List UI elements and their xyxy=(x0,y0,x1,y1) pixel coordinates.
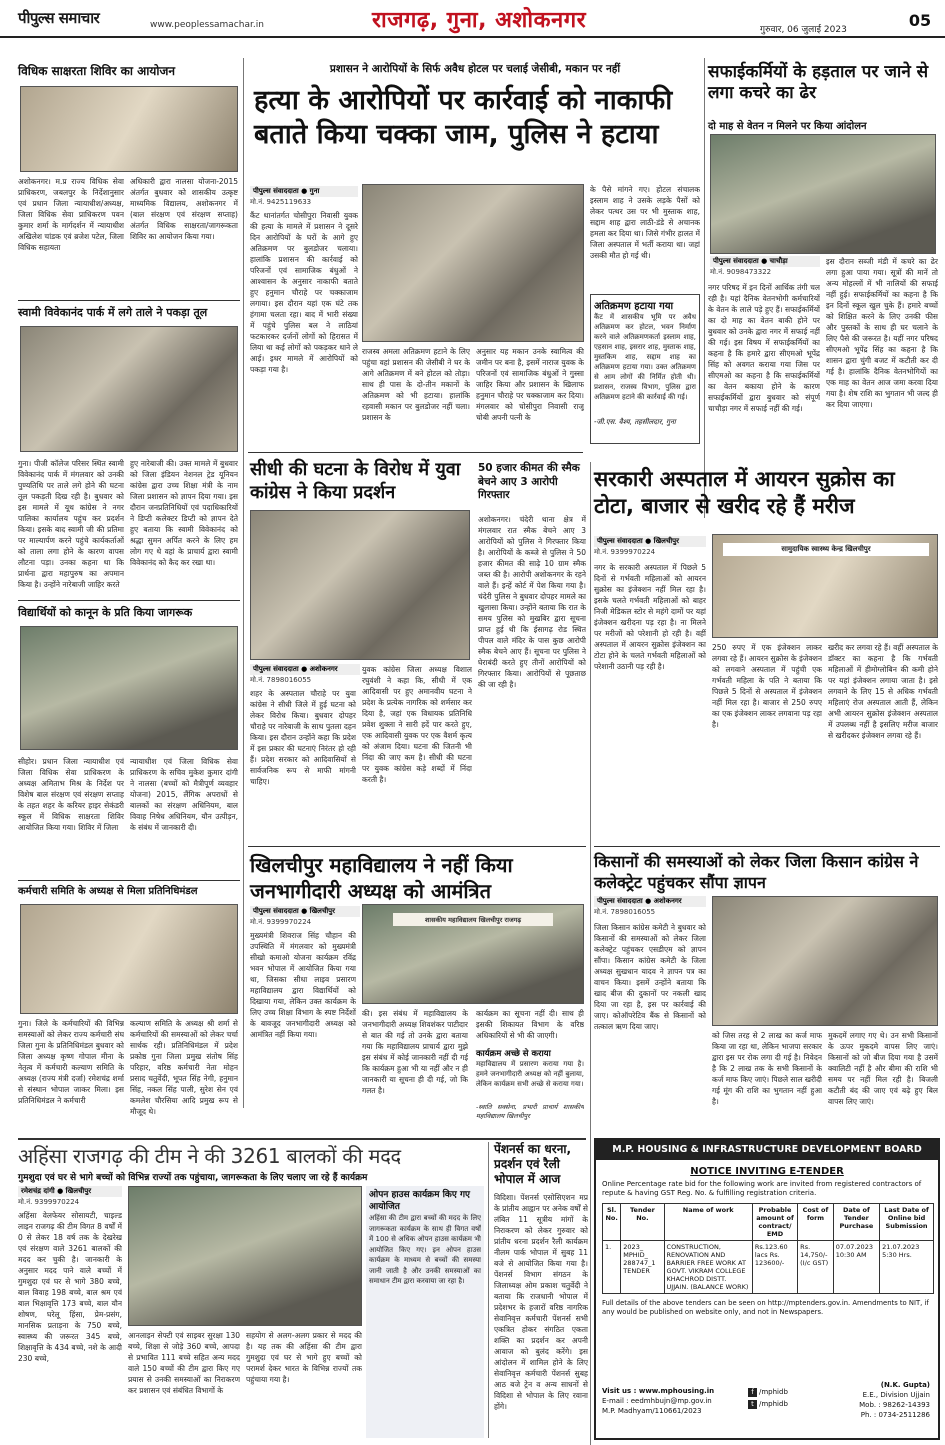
headline-college[interactable]: खिलचीपुर महाविद्यालय ने नहीं किया जनभागीदारी अध्यक्ष को आमंत्रित xyxy=(250,853,513,903)
quote-college-author: -स्वाति सक्सेना, प्रभारी प्राचार्य शासकीय महाविद्यालय खिलचीपुर xyxy=(476,1103,584,1120)
sidebox-lead-body: कैंट में शासकीय भूमि पर अवैध अतिक्रमण कर होटल, भवन निर्माण करने वाले अतिक्रमणकर्ता इस्लाम शाह, एहसान शाह, इसरार शाह, मुस्ताक शाह, मुस्तकिम शाह, सद्दाम शाह का अतिक्रमण हटाया गया। उक्त अतिक्रमण से आम लोगों की निर्मित होती थी। प्रशासन, राजस्व विभाग, पुलिस द्वारा अतिक्रमण हटाने की कार्रवाई की गई। xyxy=(594,313,696,401)
tender-row xyxy=(603,1241,934,1294)
college-signboard: शासकीय महाविद्यालय खिलचीपुर राजगढ़ xyxy=(393,913,553,926)
subhead-safai: दो माह से वेतन न मिलने पर किया आंदोलन xyxy=(708,121,867,132)
body-vidhik-left: अशोकनगर। म.प्र राज्य विधिक सेवा प्राधिकरण, जबलपुर के निर्देशानुसार एवं प्रधान जिला न्यायाधीश/अध्यक्ष, जिला विधिक सेवा प्राधिकरण पवन कुमार शर्मा के मार्गदर्शन में न्यायाधीश अखिलेश चांडक एवं ब्रजेश पटेल, जिला विधिक सहायता xyxy=(18,177,124,252)
body-ahimsa-col1: अहिंसा वेलफेयर सोसायटी, चाइल्ड लाइन राजगढ़ की टीम विगत 8 वर्षों में 0 से लेकर 18 वर्ष तक के देखरेख एवं संरक्षण वाले 3261 बालकों की मदद कर चुकी है। जानकारी के अनुसार मदद पाने वाले बच्चों में गुमशुदा एवं घर से भागे 380 बच्चे, बाल विवाह 198 बच्चे, बाल श्रम एवं बाल भिक्षावृत्ति 173 बच्चे, बाल यौन शोषण, घरेलू हिंसा, प्रेम-प्रसंग, मानसिक प्रताड़ना के 750 बच्चे, स्वास्थ्य की जरूरत 345 बच्चे, शिक्षावृत्ति के 434 बच्चे, नशे के आदी 230 बच्चे, xyxy=(18,1211,122,1363)
tender-intro: Online Percentage rate bid for the following work are invited from registered contractors of repute & having GST Reg. No. & fulfilling registration criteria. xyxy=(602,1180,922,1197)
sidebox-lead-heading: अतिक्रमण हटाया गया xyxy=(594,301,674,312)
body-kisan-col1: जिला किसान कांग्रेस कमेटी ने बुधवार को किसानों की समस्याओं को लेकर जिला कलेक्ट्रेट पहुंचकर एसडीएम को ज्ञापन सौंपा। किसान कांग्रेस कमेटी के जिला अध्यक्ष सुखधान यादव ने ज्ञापन पत्र का वाचन किया। इसमें उन्होंने बताया कि खाद बीज की दुकानों पर नकली खाद दिया जा रहा है, इस पर कार्रवाई की जाए। कोऑपरेटिव बैंक से किसानों को तत्काल ऋण दिया जाए। xyxy=(594,923,706,1031)
tender-phone: Ph. : 0734-2511286 xyxy=(860,1411,930,1419)
body-lead-col1: कैंट थानांतर्गत चोसीपुरा निवासी युवक की हत्या के मामले में प्रशासन ने दूसरे दिन आरोपियों के घरों के आगे हुए अतिक्रमण पर बुलडोजर चलाया। हालांकि प्रशासन की कार्रवाई को परिजनों एवं सामाजिक बंधुओं ने आश्वासन के अनुसार नाकाफी बताते हुए हनुमान चौराहे पर चक्काजाम लगाया। इस दौरान यहां एक घंटे तक हंगामा चलता रहा। बाद में भारी संख्या में पहुंचे पुलिस बल ने लाठियां फटकारकर दर्जनों लोगों को हिरासत में लिया था कई लोगों को पकड़कर थाने ले आई। इधर मामले में आरोपियों को पकड़ा गया है। xyxy=(250,211,358,374)
sidebox-lead-author: -जी.एस. वैश्य, तहसीलदार, गुना xyxy=(594,418,676,426)
byline-college: पीपुल्स संवाददाता ● खिलचीपुर xyxy=(250,906,360,917)
column-divider xyxy=(704,58,705,518)
photo-lead-protest xyxy=(362,184,584,342)
body-college-col2: की। इस संबंध में महाविद्यालय के जनभागीदारी अध्यक्ष शिवशंकर पाटीदार से बात की गई तो उनके द्वारा बताया गया कि महाविद्यालय प्राचार्य द्वारा मुझे इस संबंध में कोई जानकारी नहीं दी गई कि कार्यक्रम हुआ भी या नहीं और न ही जानकारी या सूचना ही दी गई, जो कि गलत है। xyxy=(362,1009,468,1095)
tender-footer-note: Full details of the above tenders can be seen on http://mptenders.gov.in. Amendments to NIT, if any would be published on website only, and not in Newspapers. xyxy=(602,1299,929,1316)
tender-mobile: Mob. : 98262-14393 xyxy=(859,1401,930,1409)
newspaper-logo: पीपुल्स समाचार xyxy=(18,9,100,27)
tender-cell: CONSTRUCTION, RENOVATION AND BARRIER FREE WORK AT GOVT. VIKRAM COLLEGE KHACHROD DISTT. UJJAIN. (BALANCE WORK) xyxy=(664,1241,752,1294)
divider xyxy=(18,300,240,301)
tender-cell: 2023_ MPHID_ 288747_1 TENDER xyxy=(621,1241,664,1294)
column-divider xyxy=(590,462,591,1445)
body-iron-col2: 250 रुपए में एक इंजेक्शन लाकर लगवा रहे हैं। आयरन सुक्रोस के इंजेक्शन को लगवाने अस्पताल में पहुंची एक गर्भवती महिला के पति ने बताया कि पिछले 5 दिनों से अस्पताल में इंजेक्शन नहीं मिल रहा है। बाजार से 250 रुपए का एक इंजेक्शन लाकर लगवाना पड़ रहा है। xyxy=(712,643,822,729)
tender-cell: 07.07.2023 10:30 AM xyxy=(833,1241,879,1294)
byline-ahimsa: रमेशचंद्र दांगी ● खिलचीपुर xyxy=(18,1186,122,1197)
quote-college-body: महाविद्यालय में प्रसारण कराया गया है। हमने जनभागीदारी अध्यक्ष को नहीं बुलाया, लेकिन कार्यक्रम सभी अच्छे से कराया गया। xyxy=(476,1060,584,1088)
photo-garbage-heap xyxy=(710,134,936,254)
photo-ahimsa-team xyxy=(128,1186,362,1326)
sidebox-ahimsa-heading: ओपन हाउस कार्यक्रम किए गए आयोजित xyxy=(369,1190,470,1212)
divider xyxy=(18,1138,586,1140)
body-ahimsa-col3: सहयोग से अलग-अलग प्रकार से मदद की है। यह तक की अहिंसा की टीम द्वारा गुमशुदा एवं घर से भागे हुए बच्चों को परामर्श देकर भारत के विभिन्न राज्यों तक पहुंचाया गया है। xyxy=(246,1331,362,1384)
tender-ref: M.P. Madhyam/110661/2023 xyxy=(602,1407,702,1415)
facebook-icon: f xyxy=(748,1388,757,1397)
tender-signatory xyxy=(859,1380,930,1420)
tender-board-name: M.P. HOUSING & INFRASTRUCTURE DEVELOPMENT BOARD xyxy=(596,1140,938,1160)
divider xyxy=(248,452,583,453)
mobile-iron: मो.नं. 9399970224 xyxy=(594,548,656,556)
byline-lead: पीपुल्स संवाददाता ● गुना xyxy=(250,186,358,197)
column-divider xyxy=(488,1142,489,1438)
body-safai-left: नगर परिषद में इन दिनों आर्थिक तंगी चल रही है। यहां दैनिक वेतनभोगी कर्मचारियों के वेतन के लाले पड़े हुए हैं। सफाईकर्मियों का दो माह का वेतन बाकी होने पर बुधवार को उनके द्वारा नगर में सफाई नहीं की गई। इस विषय में सफाईकर्मियों का कहना है कि हमारे द्वारा सीएमओ भूपेंद्र सिंह को अवगत कराया गया जिस पर सीएमओ का कहना है कि सफाईकर्मियों का वेतन बकाया होने के कारण सफाईकर्मियों द्वारा बुधवार को संपूर्ण चाचौड़ा नगर में सफाई नहीं की गई। xyxy=(708,283,820,413)
tender-col-header: Sl. No. xyxy=(603,1204,621,1241)
section-title: राजगढ़, गुना, अशोकनगर xyxy=(372,8,587,33)
body-karmchari-left: गुना। जिले के कर्मचारियों की विभिन्न समस्याओं को लेकर राज्य कर्मचारी संघ जिला गुना के प्रतिनिधिमंडल बुधवार को जिला अध्यक्ष कृष्ण गोपाल मीना के नेतृत्व में कर्मचारी कल्याण समिति के अध्यक्ष (राज्य मंत्री दर्जा) रमेशचंद्र शर्मा से संस्थान भोपाल जाकर मिला। इस प्रतिनिधिमंडल ने कर्मचारी xyxy=(18,1019,124,1105)
body-college-col1: मुख्यमंत्री शिवराज सिंह चौहान की उपस्थिति में मंगलवार को मुख्यमंत्री सीखो कमाओ योजना कार्यक्रम रविंद्र भवन भोपाल में आयोजित किया गया था, जिसका सीधा लाइव प्रसारण महाविद्यालय द्वारा विद्यार्थियों को दिखाया गया, लेकिन उक्त कार्यक्रम के लिए उच्च शिक्षा विभाग के स्पष्ट निर्देशों के बावजूद जनभागीदारी अध्यक्ष को आमंत्रित नहीं किया गया। xyxy=(250,931,356,1039)
body-swami-left: गुना। पीजी कॉलेज परिसर स्थित स्वामी विवेकानंद पार्क में मंगलवार को उनकी पुण्यतिथि पर ताले लगे होने की घटना तूल पकड़ती दिख रही है। बुधवार को इस मामले में यूथ कांग्रेस ने नगर पालिका कार्यालय पहुंच कर प्रदर्शन किया। इसके बाद स्वामी जी की प्रतिमा पर माल्यार्पण करने पहुंचे कार्यकर्ताओं को ताला लगा होने के कारण वापस लौटना पड़ा। उनका कहना था कि प्रार्थना द्वारा महापुरुष का अपमान किया है। उन्होंने नारेबाजी जाहिर करते xyxy=(18,459,124,589)
page-header xyxy=(0,0,945,38)
twitter-icon: t xyxy=(748,1400,757,1409)
hospital-signboard: सामुदायिक स्वास्थ्य केन्द्र खिलचीपुर xyxy=(723,543,929,556)
tender-cell: Rs. 14,750/- (I/c GST) xyxy=(798,1241,834,1294)
headline-swami[interactable]: स्वामी विवेकानंद पार्क में लगे ताले ने पकड़ा तूल xyxy=(18,306,208,319)
headline-ahimsa[interactable]: अहिंसा राजगढ़ की टीम ने की 3261 बालकों की मदद xyxy=(18,1144,401,1168)
tender-facebook-handle[interactable]: /mphidb xyxy=(759,1388,788,1396)
tender-twitter-handle[interactable]: /mphidb xyxy=(759,1400,788,1408)
headline-vidhik[interactable]: विधिक साक्षरता शिविर का आयोजन xyxy=(18,64,176,78)
byline-safai: पीपुल्स संवाददाता ● चाचौड़ा xyxy=(710,256,820,267)
tender-col-header: Probable amount of contract/ EMD xyxy=(752,1204,797,1241)
mobile-college: मो.नं. 9399970224 xyxy=(250,918,312,926)
body-kisan-col3: मुकदमें लगाए गए थे। उन सभी किसानों के ऊपर मुकदमे वापस लिए जाएं। किसानों को जो बीज दिया गया है उसमें क्वालिटी नहीं है और बीमा की राशि भी समय पर नहीं मिल रही है। बिजली कटौती बंद की जाए एवं बढ़े हुए बिल वापस लिए जाएं। xyxy=(828,1031,938,1106)
tender-cell: 21.07.2023 5:30 Hrs. xyxy=(880,1241,934,1294)
byline-sidhi: पीपुल्स संवाददाता ● अशोकनगर xyxy=(250,664,360,675)
photo-vidhik-camp xyxy=(20,86,238,172)
tender-col-header: Date of Tender Purchase xyxy=(833,1204,879,1241)
photo-vidyarthi xyxy=(20,626,238,750)
tender-cell: Rs.123.60 lacs Rs. 123600/- xyxy=(752,1241,797,1294)
body-vidyarthi-right: न्यायाधीश एवं जिला विधिक सेवा प्राधिकरण के सचिव मुकेश कुमार दांगी ने नालसा (बच्चों को मैत्रीपूर्ण व्यवहार योजना) 2015, लैंगिक अपराधों से बालकों का संरक्षण अधिनियम, बाल विवाह निषेध अधिनियम, यौन उत्पीड़न, के संबंध में जानकारी दी। xyxy=(130,757,238,832)
headline-smack[interactable]: 50 हजार कीमत की स्मैक बेचने आए 3 आरोपी गिरफ्तार xyxy=(478,462,580,502)
tender-signatory-name: (N.K. Gupta) xyxy=(880,1381,930,1389)
tender-col-header: Last Date of Online bid Submission xyxy=(880,1204,934,1241)
lead-kicker: प्रशासन ने आरोपियों के सिर्फ अवैध होटल पर चलाई जेसीबी, मकान पर नहीं xyxy=(329,63,621,75)
photo-hospital xyxy=(712,534,938,638)
tender-col-header: Tender No. xyxy=(621,1204,664,1241)
headline-kisan[interactable]: किसानों की समस्याओं को लेकर जिला किसान कांग्रेस ने कलेक्ट्रेट पहुंचकर सौंपा ज्ञापन xyxy=(594,852,919,892)
mobile-ahimsa: मो.नं. 9399970224 xyxy=(18,1198,80,1206)
headline-iron[interactable]: सरकारी अस्पताल में आयरन सुक्रोस का टोटा, बाजार से खरीद रहे हैं मरीज xyxy=(594,467,895,519)
subhead-ahimsa: गुमशुदा एवं घर से भागे बच्चों को विभिन्न राज्यों तक पहुंचाया, जागरूकता के लिए चलाए जा रहे हैं कार्यक्रम xyxy=(18,1173,368,1183)
mobile-kisan: मो.नं. 7898016055 xyxy=(594,908,656,916)
mobile-safai: मो.नं. 9098473322 xyxy=(710,268,772,276)
mobile-sidhi: मो.नं. 7898016055 xyxy=(250,676,312,684)
tender-table xyxy=(602,1203,934,1294)
tender-notice-title: NOTICE INVITING E-TENDER xyxy=(690,1166,844,1177)
sidebox-ahimsa-body: अहिंसा की टीम द्वारा बच्चों की मदद के लिए जागरूकता कार्यक्रम के साथ ही विगत वर्षों में 100 से अधिक ओपन हाउस कार्यक्रम भी आयोजित किए गए। इन ओपन हाउस कार्यक्रम के माध्यम से बच्चों की समस्या जानी जाती है और उनकी समस्याओं का समाधान टीम द्वारा करवाया जा रहा है। xyxy=(369,1214,481,1285)
body-sidhi-col2: युवक कांग्रेस जिला अध्यक्ष विशाल रघुवंशी ने कहा कि, सीधी में एक आदिवासी पर हुए अमानवीय घटना ने प्रदेश के प्रत्येक नागरिक को शर्मसार कर दिया है, जहां एक विधायक प्रतिनिधि प्रवेश शुक्ला ने सारी हदें पार करते हुए, एक आदिवासी युवक पर एक वैशर्म कृत्य को अंजाम दिया। घटना की जितनी भी निंदा की जाए कम है। सीधी की घटना पर युवक कांग्रेस कड़े शब्दों में निंदा करती है। xyxy=(362,665,472,784)
website-url[interactable]: www.peoplessamachar.in xyxy=(150,20,264,30)
body-karmchari-right: कल्याण समिति के अध्यक्ष श्री शर्मा से कर्मचारियों की समस्याओं को लेकर चर्चा सार्थक रही। प्रतिनिधिमंडल में प्रदेश प्रकोष्ठ गुना जिला प्रमुख संतोष सिंह परिहार, वरिष्ठ कर्मचारी नेता मोहन प्रसाद चतुर्वेदी, भूपत सिंह नेगी, हनुमान सिंह, नकल सिंह पाली, सुरेश सेन एवं कमलेश चौरसिया आदि प्रमुख रूप से मौजूद थे। xyxy=(130,1019,238,1116)
tender-website[interactable]: Visit us : www.mphousing.in xyxy=(602,1387,715,1395)
body-kisan-col2: को जिस तरह से 2 लाख का कर्ज माफ किया जा रहा था, लेकिन भाजपा सरकार द्वारा इस पर रोक लगा दी गई है। निवेदन है कि 2 लाख तक के सभी किसानों के कर्ज माफ किए जाएं। पिछले साल खरीदी गई मूंग की राशि का भुगतान नहीं हुआ है। xyxy=(712,1031,822,1106)
headline-karmchari[interactable]: कर्मचारी समिति के अध्यक्ष से मिला प्रतिनिधिमंडल xyxy=(18,886,198,897)
body-pension: विदिशा। पेंशनर्स एसोसिएशन मप्र के प्रांतीय आह्वान पर अनेक वर्षों से लंबित 11 सूत्रीय मांगों के निराकरण को लेकर गुरुवार को प्रांतीय धरना प्रदर्शन रैली कार्यक्रम नीलम पार्क भोपाल में सुबह 11 बजे से आयोजित किया गया है। पेंशनर्स विभाग संगठन के जिलाध्यक्ष ओम प्रकाश चतुर्वेदी ने बताया कि राजधानी भोपाल में प्रदेशभर के हजारों वरिष्ठ नागरिक सेवानिवृत्त कर्मचारी पेंशनर्स सभी एकत्रित होकर संगठित एकता शक्ति का प्रदर्शन कर अपनी आवाज को बुलंद करेंगे। इस आंदोलन में शामिल होने के लिए सेवानिवृत्त कर्मचारी पेंशनर्स सुबह आठ बजे ट्रेन व अन्य साधनों से विदिशा से भोपाल के लिए रवाना होंगे। xyxy=(494,1193,588,1411)
tender-col-header: Name of work xyxy=(664,1204,752,1241)
headline-safai[interactable]: सफाईकर्मियों के हड़ताल पर जाने से लगा कचरे का ढेर xyxy=(708,62,929,104)
body-iron-col1: नगर के सरकारी अस्पताल में पिछले 5 दिनों से गर्भवती महिलाओं को आयरन सुक्रोस का इंजेक्शन नहीं मिल रहा है। इसके चलते गर्भवती महिलाओं को बाहर निजी मेडिकल स्टोर से महंगे दामों पर यहां इंजेक्शन खरीदना पड़ रहा है। ना मिलने पर मरीजों को परेशानी हो रही है। वहीं अस्पताल में आयरन सुक्रोस इंजेक्शन का टोटा होने के चलते गर्भवती महिलाओं को परेशानी उठानी पड़ रही है। xyxy=(594,563,706,671)
byline-iron: पीपुल्स संवाददाता ● खिलचीपुर xyxy=(594,536,706,547)
body-sidhi-col1: शहर के अस्पताल चौराहे पर युवा कांग्रेस ने सीधी जिले में हुई घटना को लेकर विरोध किया। बुधवार दोपहर चौराहे पर नारेबाजी के साथ पुतला दहन किया। इस दौरान उन्होंने कहा कि प्रदेश में इस प्रकार की घटनाएं निरंतर हो रही हैं। प्रदेश सरकार को आदिवासियों से सार्वजनिक रूप से माफी मांगनी चाहिए। xyxy=(250,689,356,786)
tender-contact xyxy=(602,1386,714,1416)
body-lead-col3: अनुसार यह मकान उनके स्वामित्व की जमीन पर बना है, इसमें नाराज युवक के परिजनों एवं सामाजिक बंधुओं ने गुस्सा जाहिर किया और प्रशासन के खिलाफ हनुमान चौराहे पर चक्काजाम कर दिया। मंगलवार को चोसीपुरा निवासी राजू चोबी अपनी पत्नी के xyxy=(476,347,584,422)
body-vidhik-right: अधिकारी द्वारा नालसा योजना-2015 अंतर्गत बुधवार को शासकीय उत्कृष्ट माध्यमिक विद्यालय, अशोकनगर में (बाल संरक्षण एवं संरक्षण सप्ताह) अंतर्गत विधिक साक्षरता/जागरूकता शिविर का आयोजन किया गया। xyxy=(130,177,238,241)
body-swami-right: हुए नारेबाजी की। उक्त मामले में बुधवार को जिला इंडियन नेशनल ट्रेड यूनियन कांग्रेस द्वारा उच्च शिक्षा मंत्री के नाम जिला प्रशासन को ज्ञापन दिया गया। इस दौरान जनप्रतिनिधियों एवं पदाधिकारियों ने डिप्टी कलेक्टर डिप्टी को ज्ञापन देते हुए बताया कि स्वामी विवेकानंद को श्रद्धा सुमन अर्पित करने के लिए हम लोग गए थे वहां के प्राचार्य द्वारा स्वामी विवेकानंद को कैद कर रखा था। xyxy=(130,459,238,567)
divider xyxy=(18,880,240,881)
body-lead-col2: राजस्व अमला अतिक्रमण हटाने के लिए पहुंचा वहां प्रशासन की जेसीबी ने घर के आगे अतिक्रमण में बने होटल को तोड़ा। साथ ही पास के दो-तीन मकानों के अतिक्रमण को भी हटाया। हालांकि रहवासी मकान पर बुलडोजर नहीं चला। प्रशासन के xyxy=(362,347,470,422)
body-smack: अशोकनगर। चंदेरी थाना क्षेत्र में मंगलवार रात स्मैक बेचने आए 3 आरोपियों को पुलिस ने गिरफ्तार किया है। आरोपियों के कब्जे से पुलिस ने 50 हजार कीमत की सा‍ढ़े 10 ग्राम स्मैक जब्त की है। आरोपी अशोकनगर के रहने वाले हैं। इन्हें कोर्ट में पेश किया गया है। चंदेरी पुलिस ने बुधवार दोपहर मामले का खुलासा किया। उन्होंने बताया कि रात के समय पुलिस को मुखबिर द्वारा सूचना प्राप्त हुई थी कि ईसागढ़ रोड स्थित पीपल वाले मंदिर के पास कुछ आरोपी स्मैक बेचने आए हैं। सूचना पर पुलिस ने घेराबंदी करते हुए तीनों आरोपियों को गिरफ्तार किया। आरोपियों से पूछताछ की जा रही है। xyxy=(478,515,586,689)
tender-col-header: Cost of form xyxy=(798,1204,834,1241)
body-safai-right: इस दौरान सब्जी मंडी में कचरे का ढेर लगा हुआ पाया गया। सूत्रों की मानें तो अन्य मोहल्लों में भी नालियों की सफाई नहीं हुई। सफाईकर्मियों का कहना है कि इन दिनों स्कूल खुल चुके हैं। हमारे बच्चों को शिक्षित करने के लिए उनकी फीस और पुस्तकों के साथ ही घर चलाने के लिए पैसे की जरूरत है। यहीं नगर परिषद सीएमओ भूपेंद्र सिंह का कहना है कि शासन द्वारा चुंगी बजट में कटौती कर दी गई है। हालांकि दैनिक वेतनभोगियों का एक माह का वेतन आज जमा करवा दिया गया है। शेष राशि का भुगतान भी जल्द ही कर दिया जाएगा। xyxy=(826,257,938,409)
column-divider xyxy=(243,58,244,1108)
body-ahimsa-col2: आनलाइन सेफ्टी एवं साइबर सुरक्षा 130 बच्चे, शिक्षा से जोड़े 360 बच्चे, आपदा से प्रभावित 111 बच्चे सहित अन्य मदद वाले 150 बच्चों की टीम द्वारा किए गए प्रयास से उनकी समस्याओं का निराकरण कर प्रशासन एवं संबंधित विभागों के xyxy=(128,1331,240,1395)
body-college-col3: कार्यक्रम का सूचना नहीं दी। साथ ही इसकी शिकायत विभाग के वरिष्ठ अधिकारियों से भी की जाएगी। xyxy=(476,1009,584,1040)
photo-sidhi-protest xyxy=(250,510,470,660)
divider xyxy=(18,600,240,601)
headline-lead[interactable]: हत्या के आरोपियों पर कार्रवाई को नाकाफी बताते किया चक्का जाम, पुलिस ने हटाया xyxy=(254,85,673,150)
byline-kisan: पीपुल्स संवाददाता ● अशोकनगर xyxy=(594,896,706,907)
mobile-lead: मो.नं. 9425119633 xyxy=(250,198,312,206)
tender-cell: 1. xyxy=(603,1241,621,1294)
body-iron-col3: खरीद कर लगवा रहे हैं। वहीं अस्पताल के डॉक्टर का कहना है कि गर्भवती महिलाओं में हीमोग्लोबिन की कमी होने पर यहां इंजेक्शन लगाया जाता है। इसे लगवाने के लिए 15 से अधिक गर्भवती महिलाएं रोज अस्पताल आती हैं, लेकिन अभी आयरन सुक्रोस इंजेक्शन अस्पताल में उपलब्ध नहीं है इसलिए मरीज बाजार से खरीदकर इंजेक्शन लगवा रहे हैं। xyxy=(828,643,938,740)
tender-table-header xyxy=(603,1204,934,1241)
divider xyxy=(248,846,586,847)
tender-social xyxy=(748,1386,788,1410)
headline-pension[interactable]: पेंशनर्स का धरना, प्रदर्शन एवं रैली भोपाल में आज xyxy=(494,1142,572,1186)
photo-college-gate xyxy=(362,904,584,1004)
sidebox-lead xyxy=(590,294,700,444)
quote-college-heading: कार्यक्रम अच्छे से कराया xyxy=(476,1049,551,1059)
issue-date: गुरुवार, 06 जुलाई 2023 xyxy=(760,25,847,35)
divider xyxy=(594,846,940,847)
headline-sidhi[interactable]: सीधी की घटना के विरोध में युवा कांग्रेस ने किया प्रदर्शन xyxy=(250,459,461,504)
body-vidyarthi-left: सीहोर। प्रधान जिला न्यायाधीश एवं जिला विधिक सेवा प्राधिकरण के अध्यक्ष अमिताभ मिश्र के निर्देश पर विशेष बाल संरक्षण एवं संरक्षण सप्ताह के तहत शहर के करियर हाइर सेकंडरी स्कूल में विधिक साक्षरता शिविर आयोजित किया गया। शिविर में जिला xyxy=(18,757,124,832)
photo-swami-park xyxy=(20,326,238,452)
headline-vidyarthi[interactable]: विद्यार्थियों को कानून के प्रति किया जागरूक xyxy=(18,606,193,619)
sidebox-ahimsa xyxy=(366,1186,484,1438)
tender-designation: E.E., Division Ujjain xyxy=(862,1391,930,1399)
photo-kisan-memorandum xyxy=(712,896,938,1026)
body-lead-col4: के पैसे मांगने गए। होटल संचालक इस्लाम शाह ने उसके लड़के पैसों को लेकर पत्थर उस पर भी मुस्ताक शाह, सद्दाम शाह द्वारा लाठी-डंडे से अचानक हमला कर दिया था। जिसे गंभीर हालत में जिला अस्पताल में भर्ती कराया था। जहां उसकी मौत हो गई थी। xyxy=(590,185,700,260)
tender-advertisement xyxy=(594,1138,940,1440)
tender-email[interactable]: E-mail : eedmhbujn@mp.gov.in xyxy=(602,1397,712,1405)
photo-karmchari xyxy=(20,904,238,1014)
page-number: 05 xyxy=(908,11,932,30)
quote-college xyxy=(476,1048,584,1132)
